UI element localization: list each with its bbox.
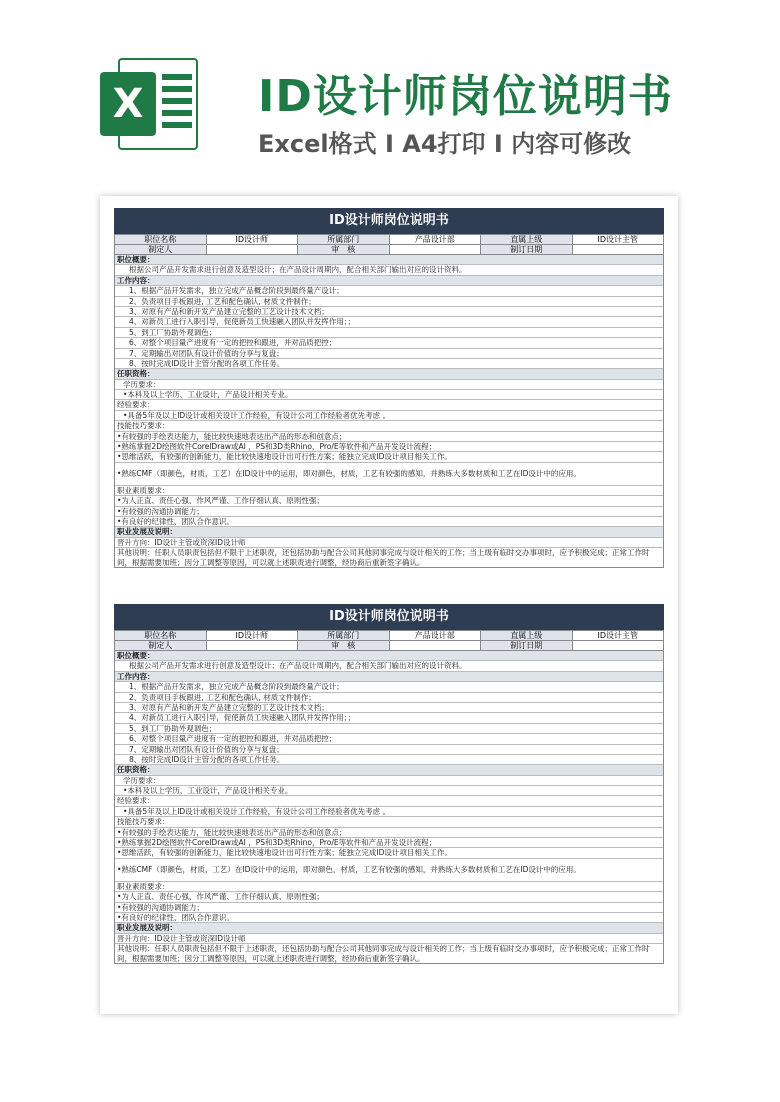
list-item: 6、对整个项目量产进度有一定的把控和跟进，并对品质把控； bbox=[115, 734, 663, 744]
skills-heading: 技能技巧要求： bbox=[115, 421, 663, 431]
label-reviewer: 审 核 bbox=[298, 245, 390, 255]
promotion-text: 晋升方向：ID设计主管或资深ID设计师 bbox=[115, 934, 663, 944]
label-date: 制订日期 bbox=[481, 245, 573, 255]
list-item: •熟练掌握2D绘图软件CorelDraw或AI ，PS和3D类Rhino，Pro/E等软件和产品开发设计流程； bbox=[115, 442, 663, 452]
list-item: 4、对新员工进行入职引导，促使新员工快速融入团队并发挥作用；； bbox=[115, 317, 663, 327]
list-item: •有较强的沟通协调能力； bbox=[115, 507, 663, 517]
page-subtitle: Excel格式 I A4打印 I 内容可修改 bbox=[258, 130, 632, 158]
education-heading: 学历要求： bbox=[115, 776, 663, 786]
content-section bbox=[114, 651, 664, 964]
list-item: •有良好的纪律性、团队合作意识。 bbox=[115, 517, 663, 527]
table-row bbox=[115, 235, 664, 245]
table-row bbox=[115, 631, 664, 641]
document-paper bbox=[100, 196, 678, 1014]
value-date[interactable] bbox=[572, 245, 664, 255]
list-item: 6、对整个项目量产进度有一定的把控和跟进，并对品质把控； bbox=[115, 338, 663, 348]
quality-heading: 职业素质要求： bbox=[115, 882, 663, 892]
list-item: •思维活跃，有较强的创新能力，能比较快速地设计出可行性方案；能独立完成ID设计项目相关工作。 bbox=[115, 452, 663, 462]
list-item: 1、根据产品开发需求，独立完成产品概念阶段到最终量产设计； bbox=[115, 682, 663, 692]
career-heading: 职业发展及说明： bbox=[115, 923, 663, 933]
table-row bbox=[115, 641, 664, 651]
form-title: ID设计师岗位说明书 bbox=[114, 208, 664, 234]
experience-heading: 经验要求： bbox=[115, 400, 663, 410]
list-item: 4、对新员工进行入职引导，促使新员工快速融入团队并发挥作用；； bbox=[115, 713, 663, 723]
label-author: 制定人 bbox=[115, 641, 207, 651]
info-table bbox=[114, 234, 664, 255]
list-item: 3、对原有产品和新开发产品建立完整的工艺设计技术文档； bbox=[115, 307, 663, 317]
value-author[interactable] bbox=[206, 641, 298, 651]
education-heading: 学历要求： bbox=[115, 380, 663, 390]
excel-x-badge: X bbox=[100, 72, 156, 136]
qualification-heading: 任职资格： bbox=[115, 765, 663, 775]
label-supervisor: 直属上级 bbox=[481, 631, 573, 641]
duties-heading: 工作内容： bbox=[115, 276, 663, 286]
value-supervisor[interactable]: ID设计主管 bbox=[572, 235, 664, 245]
list-item: 3、对原有产品和新开发产品建立完整的工艺设计技术文档； bbox=[115, 703, 663, 713]
experience-text: •具备5年及以上ID设计或相关设计工作经验，有设计公司工作经验者优先考虑 。 bbox=[115, 411, 663, 421]
list-item: •为人正直、责任心强、作风严谨、工作仔细认真、原则性强； bbox=[115, 496, 663, 506]
list-item: •有较强的手绘表达能力，能比较快速地表达出产品的形态和创意点； bbox=[115, 432, 663, 442]
quality-heading: 职业素质要求： bbox=[115, 486, 663, 496]
list-item: •为人正直、责任心强、作风严谨、工作仔细认真、原则性强； bbox=[115, 892, 663, 902]
list-item: 1、根据产品开发需求，独立完成产品概念阶段到最终量产设计； bbox=[115, 286, 663, 296]
value-reviewer[interactable] bbox=[389, 641, 481, 651]
value-date[interactable] bbox=[572, 641, 664, 651]
value-author[interactable] bbox=[206, 245, 298, 255]
qualification-heading: 任职资格： bbox=[115, 369, 663, 379]
overview-heading: 职位概要： bbox=[115, 255, 663, 265]
list-item: 8、按时完成ID设计主管分配的各项工作任务。 bbox=[115, 359, 663, 369]
value-reviewer[interactable] bbox=[389, 245, 481, 255]
value-supervisor[interactable]: ID设计主管 bbox=[572, 631, 664, 641]
header-banner bbox=[0, 0, 780, 190]
education-text: •本科及以上学历，工业设计，产品设计相关专业。 bbox=[115, 390, 663, 400]
list-item: 5、到工厂协助外观调色； bbox=[115, 328, 663, 338]
form-title: ID设计师岗位说明书 bbox=[114, 604, 664, 630]
overview-text: 根据公司产品开发需求进行创意及造型设计；在产品设计周期内，配合相关部门输出对应的设计资料。 bbox=[115, 661, 663, 671]
job-description-form bbox=[114, 604, 664, 964]
label-department: 所属部门 bbox=[298, 235, 390, 245]
list-item: •思维活跃，有较强的创新能力，能比较快速地设计出可行性方案；能独立完成ID设计项目相关工作。 bbox=[115, 848, 663, 858]
duties-heading: 工作内容： bbox=[115, 672, 663, 682]
table-row bbox=[115, 245, 664, 255]
value-position[interactable]: ID设计师 bbox=[206, 631, 298, 641]
job-description-form bbox=[114, 208, 664, 568]
list-item: •熟练CMF（即颜色，材质，工艺）在ID设计中的运用，即对颜色，材质，工艺有较强的感知，并熟练大多数材质和工艺在ID设计中的应用。 bbox=[115, 859, 663, 882]
list-item: •有良好的纪律性、团队合作意识。 bbox=[115, 913, 663, 923]
list-item: 2、负责项目手板跟进, 工艺和配色确认, 材质文件制作； bbox=[115, 693, 663, 703]
overview-text: 根据公司产品开发需求进行创意及造型设计；在产品设计周期内，配合相关部门输出对应的设计资料。 bbox=[115, 265, 663, 275]
other-notes-text: 其他说明：任职人员职责包括但不限于上述职责，还包括协助与配合公司其他同事完成与设计相关的工作；当上级有临时交办事项时，应予积极完成；正常工作时间，根据需要加班；因分工调整等原因，可以就上述职责进行调整，经协商后重新签字确认。 bbox=[117, 944, 650, 963]
skills-heading: 技能技巧要求： bbox=[115, 817, 663, 827]
value-department[interactable]: 产品设计部 bbox=[389, 631, 481, 641]
overview-heading: 职位概要： bbox=[115, 651, 663, 661]
label-supervisor: 直属上级 bbox=[481, 235, 573, 245]
list-item: •有较强的沟通协调能力； bbox=[115, 903, 663, 913]
info-table bbox=[114, 630, 664, 651]
page-title: ID设计师岗位说明书 bbox=[258, 71, 673, 122]
value-department[interactable]: 产品设计部 bbox=[389, 235, 481, 245]
other-notes-text: 其他说明：任职人员职责包括但不限于上述职责，还包括协助与配合公司其他同事完成与设计相关的工作；当上级有临时交办事项时，应予积极完成；正常工作时间，根据需要加班；因分工调整等原因，可以就上述职责进行调整，经协商后重新签字确认。 bbox=[117, 548, 650, 567]
list-item: 5、到工厂协助外观调色； bbox=[115, 724, 663, 734]
label-reviewer: 审 核 bbox=[298, 641, 390, 651]
label-date: 制订日期 bbox=[481, 641, 573, 651]
list-item: 8、按时完成ID设计主管分配的各项工作任务。 bbox=[115, 755, 663, 765]
label-department: 所属部门 bbox=[298, 631, 390, 641]
label-position: 职位名称 bbox=[115, 235, 207, 245]
excel-icon bbox=[100, 58, 198, 150]
experience-heading: 经验要求： bbox=[115, 796, 663, 806]
list-item: 2、负责项目手板跟进, 工艺和配色确认, 材质文件制作； bbox=[115, 297, 663, 307]
value-position[interactable]: ID设计师 bbox=[206, 235, 298, 245]
list-item: •熟练CMF（即颜色，材质，工艺）在ID设计中的运用，即对颜色，材质，工艺有较强的感知，并熟练大多数材质和工艺在ID设计中的应用。 bbox=[115, 463, 663, 486]
career-heading: 职业发展及说明： bbox=[115, 527, 663, 537]
list-item: •有较强的手绘表达能力，能比较快速地表达出产品的形态和创意点； bbox=[115, 828, 663, 838]
promotion-text: 晋升方向：ID设计主管或资深ID设计师 bbox=[115, 538, 663, 548]
list-item: 7、定期输出对团队有设计价值的分享与复盘； bbox=[115, 349, 663, 359]
list-item: •熟练掌握2D绘图软件CorelDraw或AI ，PS和3D类Rhino，Pro/E等软件和产品开发设计流程； bbox=[115, 838, 663, 848]
education-text: •本科及以上学历，工业设计，产品设计相关专业。 bbox=[115, 786, 663, 796]
list-item: 7、定期输出对团队有设计价值的分享与复盘； bbox=[115, 745, 663, 755]
label-author: 制定人 bbox=[115, 245, 207, 255]
experience-text: •具备5年及以上ID设计或相关设计工作经验，有设计公司工作经验者优先考虑 。 bbox=[115, 807, 663, 817]
label-position: 职位名称 bbox=[115, 631, 207, 641]
content-section bbox=[114, 255, 664, 568]
